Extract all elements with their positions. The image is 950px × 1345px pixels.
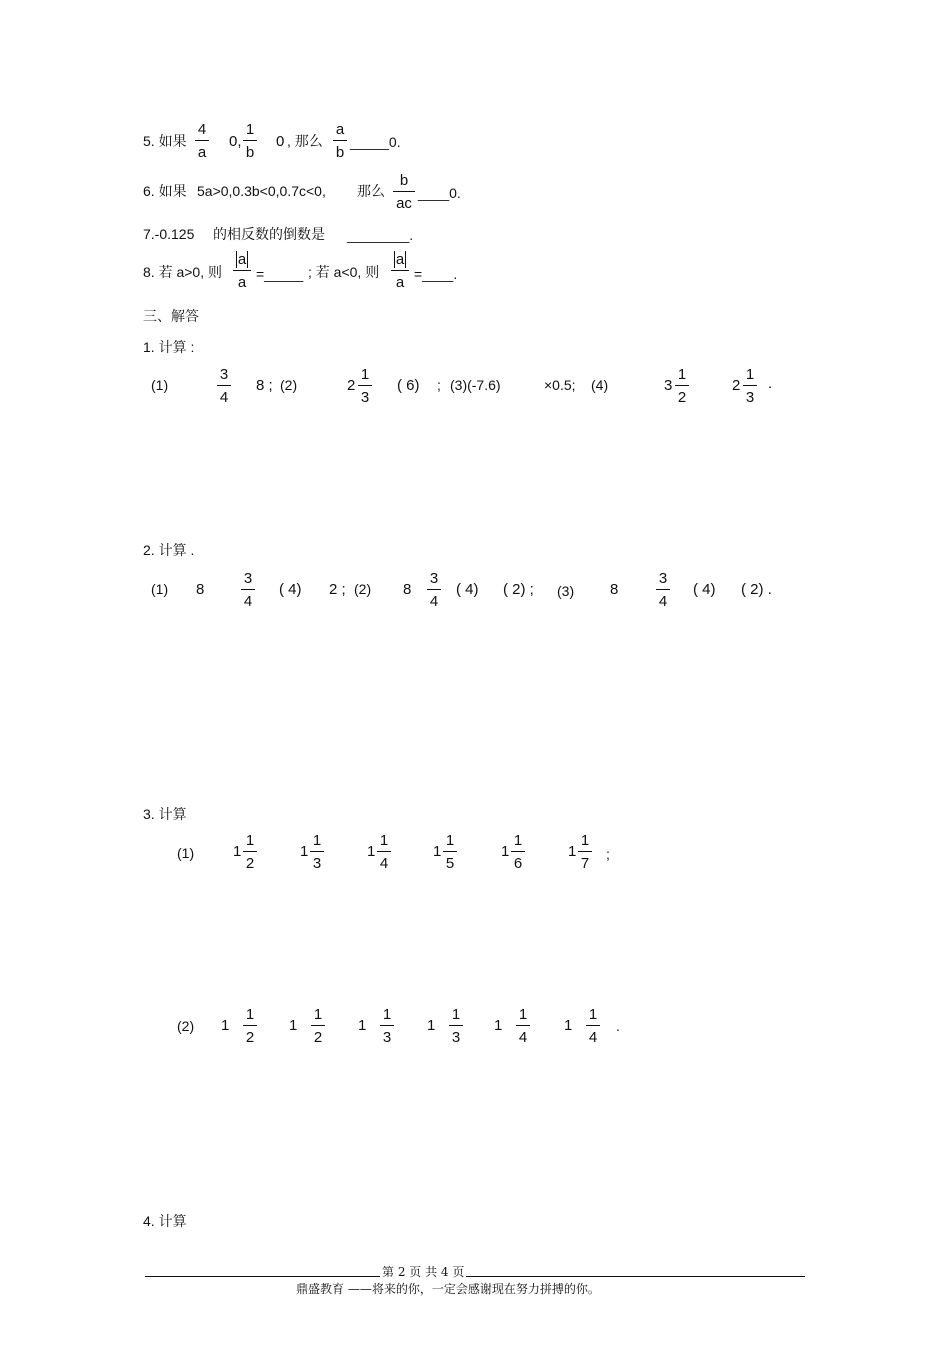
p2-label-1: (1) [151,581,169,597]
p3-row1-mixed-whole-6: 1 [568,843,577,860]
p3-row2-period: . [616,1018,620,1034]
q8-middle: ; 若 a<0, 则 [308,264,380,280]
q5-fraction-4-over-a: 4 a [195,121,209,161]
p1-label-3: (3)(-7.6) [450,377,501,393]
p1-whole-2: 2 [347,377,356,394]
p2-label-3: (3) [557,583,575,599]
p3-row1-mixed-fraction-2: 1 3 [310,832,324,872]
p1-fraction-1-2: 1 2 [675,366,689,406]
p2-e1-eight: 8 [196,581,205,598]
p3-row1-mixed-fraction-6: 1 7 [578,832,592,872]
p3-row2-mixed-fraction-3: 1 3 [380,1006,394,1046]
q8-prefix: 8. 若 a>0, 则 [143,264,222,280]
q6-condition: 5a>0,0.3b<0,0.7c<0, [197,183,326,199]
p2-e3-neg2: ( 2) . [741,581,772,598]
footer-page-info: 第 2 页 共 4 页 [382,1265,465,1279]
q5-then: , 那么 [287,133,323,149]
p3-title: 3. 计算 [143,806,187,822]
p2-e2-neg4: ( 4) [456,581,479,598]
p3-row1-mixed-whole-2: 1 [300,843,309,860]
p3-row2-mixed-whole-2: 1 [289,1017,298,1034]
p2-e2-neg2: ( 2) ; [503,581,534,598]
p3-row2-mixed-whole-5: 1 [494,1017,503,1034]
q6-then: 那么 [357,183,385,199]
p3-row1-mixed-fraction-3: 1 4 [377,832,391,872]
section-title: 三、解答 [143,308,199,324]
q7-number: 7.-0.125 [143,226,195,242]
q8-fraction-abs-a-over-a-2: a a [391,251,409,291]
p3-row2-mixed-whole-4: 1 [427,1017,436,1034]
p3-row2-mixed-fraction-4: 1 3 [449,1006,463,1046]
p3-row2-mixed-whole-1: 1 [221,1017,230,1034]
q8-fraction-abs-a-over-a-1: a a [233,251,251,291]
p1-fraction-3-4: 3 4 [217,366,231,406]
p3-row1-mixed-fraction-1: 1 2 [243,832,257,872]
p3-row1-mixed-fraction-4: 1 5 [443,832,457,872]
p1-label-4: (4) [591,377,609,393]
p1-semicolon: ; [437,377,441,393]
footer-rule [145,1276,805,1277]
p1-eight: 8 ; [256,377,273,394]
p3-label-2: (2) [177,1018,195,1034]
p1-label-2: (2) [280,377,298,393]
q6-prefix: 6. 如果 [143,183,187,199]
p3-row1-mixed-whole-5: 1 [501,843,510,860]
q5-fraction-1-over-b: 1 b [243,121,257,161]
p3-row2-mixed-whole-6: 1 [564,1017,573,1034]
p2-e1-fraction-3-4: 3 4 [241,570,255,610]
p1-whole-2b: 2 [732,377,741,394]
p1-fraction-1-3-a: 1 3 [358,366,372,406]
p2-e1-two: 2 ; [329,581,346,598]
q5-blank: _____0. [350,134,401,150]
p1-title: 1. 计算 : [143,339,195,355]
p1-neg-6: ( 6) [397,377,420,394]
q8-blank-2: =____. [414,266,458,282]
p3-label-1: (1) [177,845,195,861]
q5-zero-1: 0, [229,133,242,150]
p2-e3-neg4: ( 4) [693,581,716,598]
q5-fraction-a-over-b: a b [333,121,347,161]
p3-row1-mixed-fraction-5: 1 6 [511,832,525,872]
q5-prefix: 5. 如果 [143,133,187,149]
q6-fraction-b-over-ac: b ac [393,172,415,212]
p3-row1-mixed-whole-3: 1 [367,843,376,860]
p2-title: 2. 计算 . [143,542,195,558]
p2-e3-eight: 8 [610,581,619,598]
p3-row2-mixed-fraction-2: 1 2 [311,1006,325,1046]
p2-e1-neg4: ( 4) [279,581,302,598]
p2-e3-fraction-3-4: 3 4 [656,570,670,610]
p3-row2-mixed-fraction-6: 1 4 [586,1006,600,1046]
p2-e2-eight: 8 [403,581,412,598]
p2-label-2: (2) [354,581,372,597]
p1-fraction-1-3-b: 1 3 [743,366,757,406]
p3-row1-semicolon: ; [606,846,610,862]
p3-row2-mixed-fraction-1: 1 2 [243,1006,257,1046]
p3-row2-mixed-whole-3: 1 [358,1017,367,1034]
q8-blank-1: =_____ [256,266,304,282]
q5-zero-2: 0 [276,133,285,150]
footer-slogan: 鼎盛教育 ——将来的你，一定会感谢现在努力拼搏的你。 [296,1282,600,1296]
p1-times-half: ×0.5; [544,377,576,393]
p1-label-1: (1) [151,377,169,393]
p4-title: 4. 计算 [143,1213,187,1229]
p3-row1-mixed-whole-1: 1 [233,843,242,860]
q7-blank: ________. [347,227,414,243]
p1-period: . [768,375,773,392]
p3-row2-mixed-fraction-5: 1 4 [516,1006,530,1046]
q6-blank: ____0. [418,185,461,201]
p3-row1-mixed-whole-4: 1 [433,843,442,860]
p1-whole-3: 3 [664,377,673,394]
p2-e2-fraction-3-4: 3 4 [427,570,441,610]
q7-text: 的相反数的倒数是 [213,226,325,242]
